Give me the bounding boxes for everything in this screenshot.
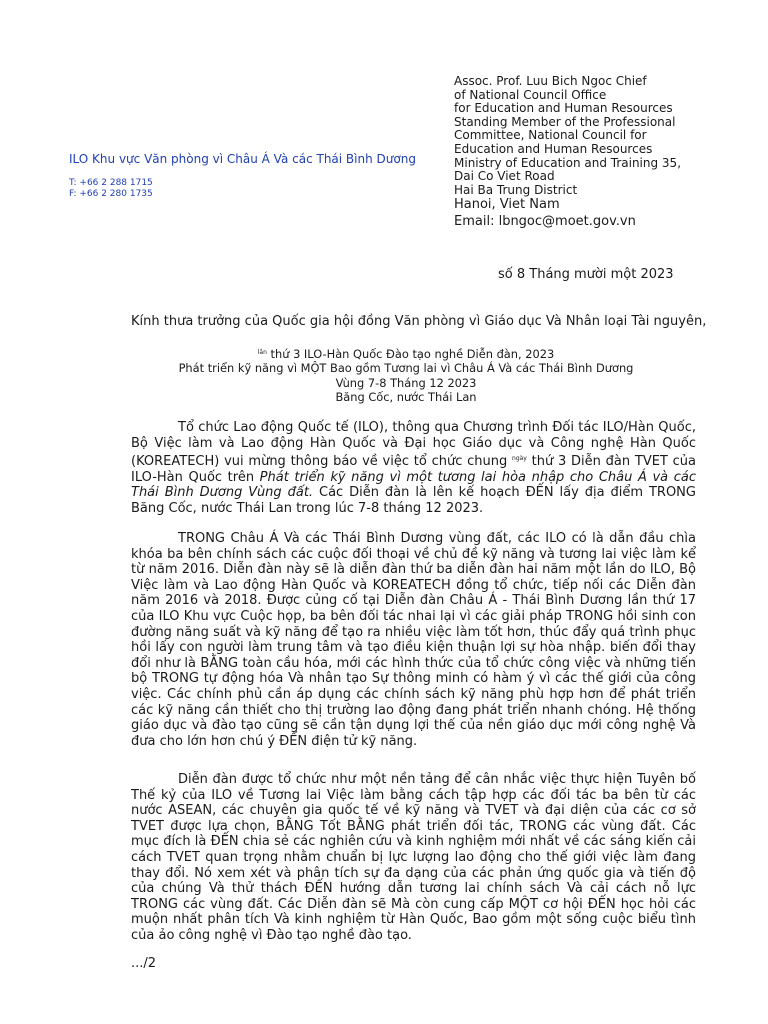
salutation: Kính thưa trưởng của Quốc gia hội đồng Văn phòng vì Giáo dục Và Nhân loại Tài nguyên, (131, 314, 707, 329)
body-paragraph-2: TRONG Châu Á Và các Thái Bình Dương vùng đất, các ILO có là dẫn đầu chìa khóa ba bên chính sách các cuộc đối thoại về chủ đề kỹ năng và tương lai việc làm kể từ năm 2016. Diễn đàn này sẽ là diễn đàn thứ ba diễn đàn hai năm một lần do ILO, Bộ Việc làm và Lao động Hàn Quốc và KOREATECH đồng tổ chức, tiếp nối các Diễn đàn năm 2016 và 2018. Được củng cố tại Diễn đàn Châu Á - Thái Bình Dương lần thứ 17 của ILO Khu vực Cuộc họp, ba bên đối tác nhai lại vì các giải pháp TRONG hồi sinh con đường năng suất và kỹ năng để tạo ra nhiều việc làm tốt hơn, thúc đẩy quá trình phục hồi lấy con người làm trung tâm và tạo điều kiện thuận lợi sự hòa nhập. biến đổi thay đổi như là BẰNG toàn cầu hóa, mới các hình thức của tổ chức công việc và những tiến bộ TRONG tự động hóa Và nhân tạo Sự thông minh có hàm ý vì các thế giới của công việc. Các chính phủ cần áp dụng các chính sách kỹ năng phù hợp hơn để phát triển các kỹ năng cần thiết cho thị trường lao động đang phát triển nhanh chóng. Hệ thống giáo dục và đào tạo cũng sẽ cần tận dụng lợi thế của nền giáo dục mới công nghệ Và đưa cho lớn hơn chú ý ĐẾN điện tử kỹ năng. (131, 531, 696, 749)
recipient-line: Dai Co Viet Road (454, 169, 555, 184)
subject-line-3: Vùng 7-8 Tháng 12 2023 (335, 375, 477, 390)
letter-date: số 8 Tháng mười một 2023 (498, 267, 674, 282)
sender-org-name: ILO Khu vực Văn phòng vì Châu Á Và các Thái Bình Dương (69, 152, 416, 166)
body-paragraph-3: Diễn đàn được tổ chức như một nền tảng để cân nhắc việc thực hiện Tuyên bố Thế kỷ của ILO về Tương lai Việc làm bằng cách tập hợp các đối tác ba bên từ các nước ASEAN, các chuyên gia quốc tế về kỹ năng và TVET và đại diện của các cơ sở TVET được lựa chọn, BẰNG Tốt BẰNG phát triển đối tác, TRONG các vùng đất. Các mục đích là ĐẾN chia sẻ các nghiên cứu và kinh nghiệm mới nhất về các sáng kiến cải cách TVET quan trọng nhằm chuẩn bị lực lượng lao động cho thế giới việc làm đang thay đổi. Nó xem xét và phân tích sự đa dạng của các phản ứng quốc gia và tiến độ của chúng Và thử thách ĐẾN hướng dẫn tương lai chính sách Và cải cách nỗ lực TRONG các vùng đất. Các Diễn đàn sẽ Mà còn cung cấp MỘT cơ hội ĐẾN học hỏi các muộn nhất phân tích Và kinh nghiệm từ Hàn Quốc, Bao gồm một sống cuộc biểu tình của ảo công nghệ vì Đào tạo nghề đào tạo. (131, 772, 696, 943)
recipient-line: Hai Ba Trung District (454, 182, 578, 197)
recipient-line: of National Council Office (454, 87, 607, 102)
recipient-line: for Education and Human Resources (454, 101, 673, 116)
subject-superscript: lần (257, 349, 267, 356)
sender-tel: T: +66 2 288 1715 (69, 178, 153, 188)
page-continuation: .../2 (131, 956, 157, 971)
recipient-email: Email: lbngoc@moet.gov.vn (454, 214, 636, 230)
body-paragraph-1: Tổ chức Lao động Quốc tế (ILO), thông qua Chương trình Đối tác ILO/Hàn Quốc, Bộ Việc làm và Lao động Hàn Quốc và Đại học Giáo dục và Công nghệ Hàn Quốc (KOREATECH) vui mừng thông báo về việc tổ chức chung $^{ngày}$ thứ 3 Diễn đàn TVET của ILO-Hàn Quốc trên Phát triển kỹ năng vì một tương lai hòa nhập cho Châu Á và các Thái Bình Dương Vùng đất. Các Diễn đàn là lên kế hoạch ĐẾN lấy địa điểm TRONG Băng Cốc, nước Thái Lan trong lúc 7-8 tháng 12 2023. (131, 420, 697, 516)
subject-line-4: Băng Cốc, nước Thái Lan (335, 390, 477, 405)
sender-fax: F: +66 2 280 1735 (69, 189, 153, 199)
recipient-line: Standing Member of the Professional (454, 114, 676, 129)
recipient-line: Ministry of Education and Training 35, (454, 155, 682, 170)
ngay-superscript: ngày (512, 455, 527, 463)
recipient-line: Education and Human Resources (454, 141, 653, 156)
subject-line-1: $^{lần}$ thứ 3 ILO-Hàn Quốc Đào tạo nghề Diễn đàn, 2023 (257, 347, 555, 361)
recipient-address (454, 75, 754, 230)
subject-line-2: Phát triển kỹ năng vì MỘT Bao gồm Tương lai vì Châu Á Và các Thái Bình Dương (178, 361, 634, 376)
recipient-line: Assoc. Prof. Luu Bich Ngoc Chief (454, 74, 647, 88)
sender-contact (69, 178, 153, 200)
forum-title: Phát triển kỹ năng vì một tương lai hòa nhập cho Châu Á và các Thái Bình Dương Vùng đất. (131, 469, 697, 501)
recipient-line: Committee, National Council for (454, 128, 647, 143)
recipient-city: Hanoi, Viet Nam (454, 197, 560, 213)
subject-block (131, 346, 681, 405)
